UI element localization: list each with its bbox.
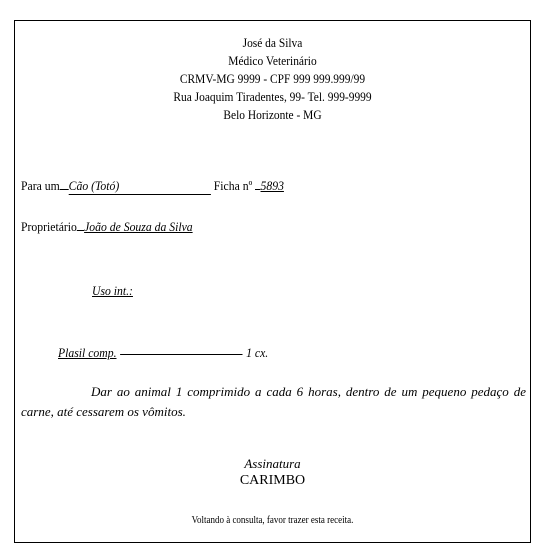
vet-address: Rua Joaquim Tiradentes, 99- Tel. 999-9999 [173, 89, 372, 104]
patient-label: Para um [21, 178, 60, 193]
stamp-label: CARIMBO [239, 473, 306, 488]
vet-title: Médico Veterinário [228, 53, 317, 68]
vet-city: Belo Horizonte - MG [223, 107, 322, 122]
vet-header [45, 34, 500, 124]
usage-line [92, 283, 133, 299]
usage-label: Uso int.: [92, 283, 133, 298]
patient-value: Cão (Totó) [69, 178, 211, 195]
patient-line [21, 177, 284, 195]
footer-note: Voltando à consulta, favor trazer esta receita. [191, 515, 354, 526]
record-label: Ficha nº [213, 178, 253, 193]
signature-label: Assinatura [244, 456, 301, 471]
record-value: 5893 [260, 178, 284, 193]
instructions-text: Dar ao animal 1 comprimido a cada 6 horas, dentro de um pequeno pedaço de carne, até cessarem os vômitos. [21, 384, 526, 419]
vet-name: José da Silva [242, 35, 303, 50]
owner-line [21, 218, 193, 235]
medication-name: Plasil comp. [58, 345, 117, 360]
medication-line [58, 345, 268, 361]
owner-label: Proprietário [21, 219, 77, 234]
vet-registration: CRMV-MG 9999 - CPF 999 999.999/99 [179, 71, 366, 86]
owner-value: João de Souza da Silva [84, 219, 193, 234]
medication-quantity: 1 cx. [246, 345, 269, 360]
